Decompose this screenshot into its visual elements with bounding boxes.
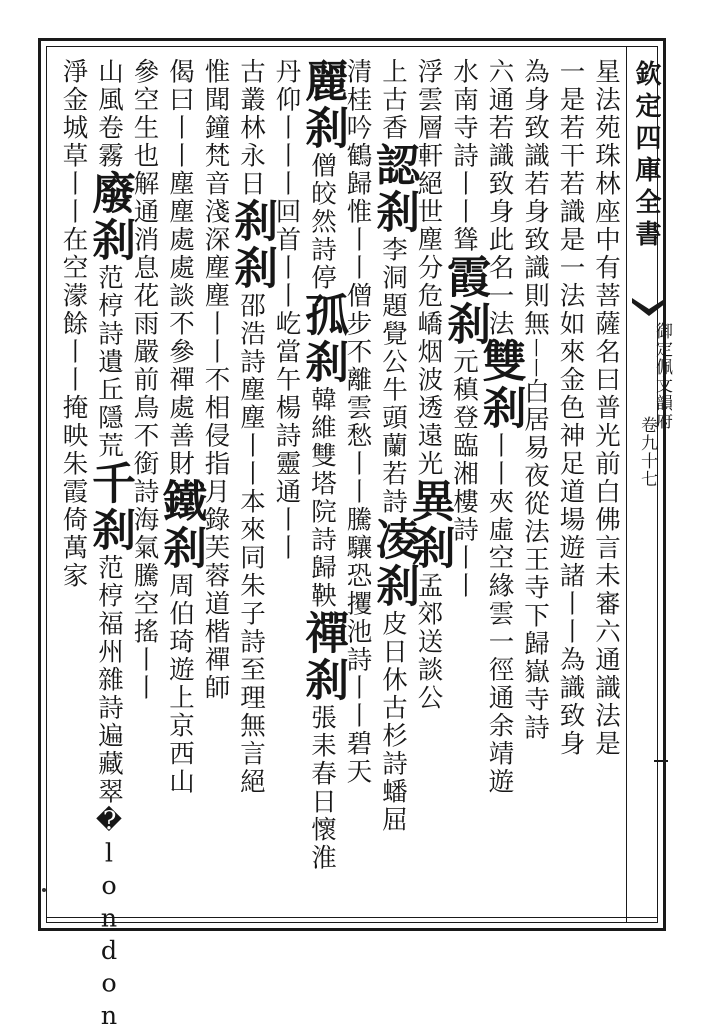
entry-headword: 認刹 — [368, 142, 419, 236]
text-column — [54, 58, 94, 918]
book-title: 欽定四庫全書 — [631, 60, 661, 252]
text-column — [586, 58, 626, 918]
text-segment: 為身致識若身致識則無 — [520, 58, 550, 338]
text-column — [84, 58, 135, 1034]
text-segment: 孟郊送談公 — [413, 572, 444, 712]
text-segment: 六通若識致身此名一法 — [484, 58, 515, 338]
text-column — [368, 58, 419, 918]
text-segment: 范梈詩遺丘隱荒 — [94, 264, 124, 460]
text-segment: 清桂吟鶴歸惟丨丨僧步不離雲 — [342, 58, 373, 422]
text-segment: 淺深塵塵丨丨不相侵指月錄芙蓉道楷禪師 — [200, 198, 231, 702]
text-segment: 丨丨 — [524, 338, 546, 378]
text-column — [551, 58, 591, 918]
text-column — [267, 58, 307, 918]
text-segment: 丨丨為識致身 — [555, 590, 586, 758]
text-segment: 詩丨丨碧天 — [342, 646, 373, 786]
entry-headword: 禪刹 — [297, 610, 348, 704]
entry-headword: 霞刹 — [439, 254, 490, 348]
text-column — [474, 58, 526, 918]
page-marker — [654, 760, 668, 762]
entry-headword: 刹刹 — [226, 198, 277, 292]
text-segment: 邵浩詩塵塵丨丨本來同朱子詩至理無言絕 — [236, 292, 266, 796]
volume-label-line-2: 卷九十七 — [637, 416, 657, 488]
text-segment: 張耒春日懷淮 — [307, 704, 337, 872]
text-segment: 白居易夜從法王寺下歸嶽寺詩 — [520, 378, 550, 742]
text-segment: 周伯琦遊上京西山 — [165, 572, 195, 796]
text-segment: 李洞題覺公牛頭蘭若詩 — [378, 236, 408, 516]
entry-headword: 麗刹 — [297, 58, 348, 152]
text-segment: 上古香 — [378, 58, 408, 142]
text-segment: 星法苑珠林座中有菩薩名曰普光前白佛言未審六通識法是 — [591, 58, 621, 758]
fish-tail-mark-icon — [632, 298, 666, 316]
text-segment: 僧皎然詩停 — [307, 152, 337, 292]
text-segment: 分危嶠烟波透遠光 — [413, 254, 444, 478]
text-segment: 浮雲層軒絕世塵 — [413, 58, 444, 254]
text-column — [338, 58, 378, 918]
entry-headword: 雙刹 — [474, 338, 526, 432]
text-segment: 愁丨丨騰驤恐攫池 — [342, 422, 373, 646]
volume-label-second — [621, 322, 655, 522]
scan-speck — [42, 888, 46, 892]
text-segment: 韓維雙塔院詩歸鞅 — [307, 386, 337, 610]
entry-headword: 鐵刹 — [155, 478, 206, 572]
text-segment: 水南寺詩丨丨聳 — [449, 58, 479, 254]
text-segment: 元稹登臨湘樓詩丨丨 — [449, 348, 479, 600]
text-segment: 草丨丨在空濛 — [58, 142, 89, 310]
entry-headword: 孤刹 — [297, 292, 348, 386]
text-segment: 丨丨夾虛空緣雲一徑通余靖遊 — [484, 432, 515, 796]
text-column — [226, 58, 277, 918]
text-segment: 古叢林永日 — [236, 58, 266, 198]
entry-headword: 異刹 — [403, 478, 455, 572]
entry-headword: 廢刹 — [84, 170, 135, 264]
text-segment: 一是若干若識是一法如來金色神足道場遊諸 — [555, 58, 586, 590]
text-segment: 惟聞鐘梵音 — [200, 58, 231, 198]
text-segment: 偈曰丨丨塵塵處處談不參禪處善財 — [165, 58, 195, 478]
text-segment: 參空生也解通消息花雨嚴前鳥不銜 — [129, 58, 160, 478]
text-segment: 山風卷霧 — [94, 58, 124, 170]
text-segment: 丹仰丨丨 — [271, 58, 302, 170]
text-segment: 淨金城 — [58, 58, 89, 142]
text-column — [155, 58, 206, 918]
entry-headword: 千刹 — [84, 460, 135, 554]
entry-headword: 凌刹 — [368, 516, 419, 610]
text-column — [515, 58, 555, 918]
text-segment: 楊詩靈通丨丨 — [271, 394, 302, 562]
text-segment: 皮日休古杉詩蟠屈 — [378, 610, 408, 834]
text-segment: 餘丨丨掩映朱霞倚萬家 — [58, 310, 89, 590]
volume-label-line-1: 御定佩文韻府 — [652, 322, 672, 430]
text-segment: 范梈福州雜詩遍藏翠�london — [94, 554, 124, 1034]
text-segment: 詩海氣騰空搖丨丨 — [129, 478, 160, 702]
text-segment: 丨回首丨丨屹當午 — [271, 170, 302, 394]
text-column — [297, 58, 348, 918]
